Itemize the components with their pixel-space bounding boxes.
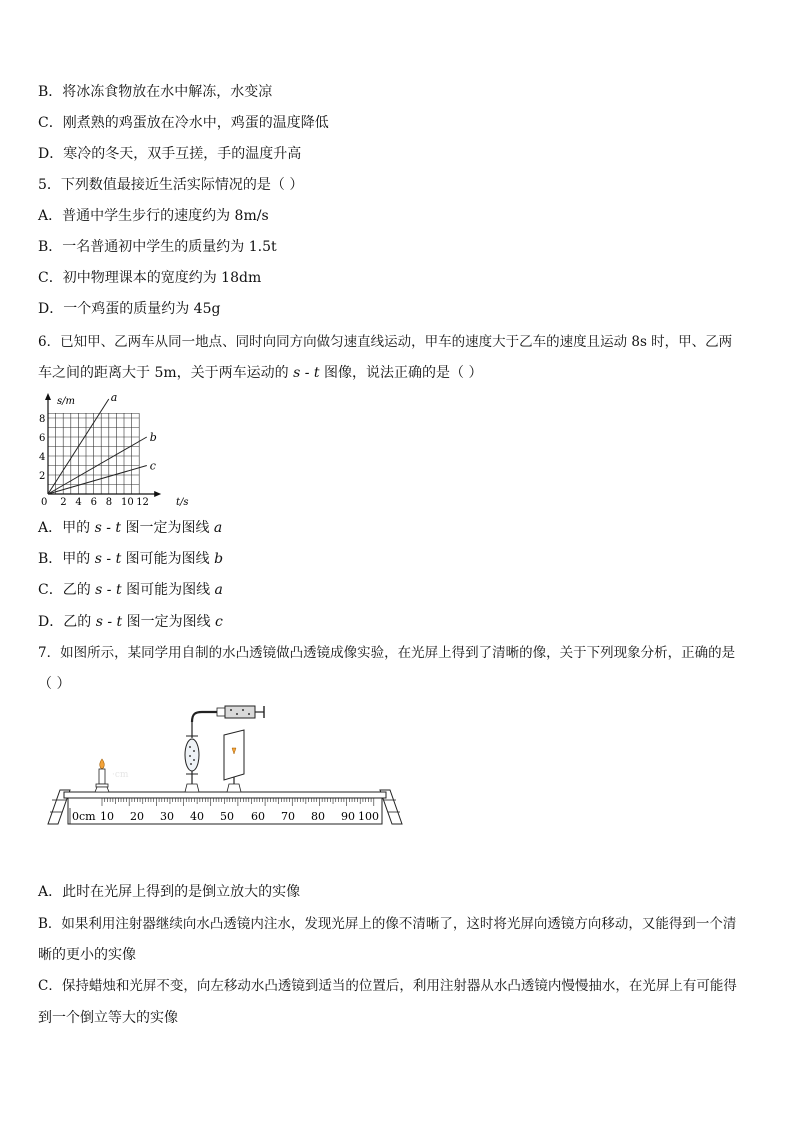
graph-y-label: s/m [57, 396, 75, 407]
graph-lines [48, 392, 157, 494]
ruler-label: 10 [100, 810, 114, 823]
y-tick-label: 4 [39, 452, 46, 463]
q5-option-b: B．一名普通初中学生的质量约为 1.5t [38, 239, 277, 255]
q6-option-a [38, 518, 758, 538]
q7-option-b-line1: B．如果利用注射器继续向水凸透镜内注水，发现光屏上的像不清晰了，这时将光屏向透镜方向移动，又能得到一个清 [38, 916, 737, 932]
q6-option-a-st: s - t [94, 520, 122, 536]
svg-text:·cm: ·cm [112, 770, 129, 780]
ruler-label: 90 [341, 810, 355, 823]
x-tick-label: 4 [75, 497, 82, 508]
q6-option-d-line: c [215, 614, 223, 630]
ruler-label: 80 [311, 810, 325, 823]
q6-option-a-post: 图一定为图线 [121, 520, 214, 536]
q6-stem-line2 [38, 363, 758, 383]
q5-stem: 5．下列数值最接近生活实际情况的是（ ） [38, 177, 304, 193]
ruler-label: 20 [130, 810, 144, 823]
y-tick-label: 2 [39, 471, 46, 482]
q6-option-d [38, 612, 758, 632]
q6-stem-line1: 6．已知甲、乙两车从同一地点、同时向同方向做匀速直线运动，甲车的速度大于乙车的速度且运动 8s 时，甲、乙两 [38, 334, 733, 350]
graph-x-label: t/s [176, 497, 189, 508]
water-lens [185, 722, 199, 792]
q7-stem-line1: 7．如图所示，某同学用自制的水凸透镜做凸透镜成像实验，在光屏上得到了清晰的像，关于下列现象分析，正确的是 [38, 645, 736, 661]
q5-option-d: D．一个鸡蛋的质量约为 45g [38, 301, 221, 317]
q6-option-d-st: s - t [95, 614, 123, 630]
x-tick-label: 6 [90, 497, 97, 508]
q7-option-a: A．此时在光屏上得到的是倒立放大的实像 [38, 884, 301, 900]
q6-stem-st: s - t [293, 365, 320, 381]
ruler-label: 50 [220, 810, 234, 823]
q6-option-c-line: a [214, 582, 223, 598]
x-tick-label: 12 [136, 497, 149, 508]
q6-option-b [38, 549, 758, 569]
q6-st-graph [30, 392, 195, 517]
y-axis-arrow [45, 393, 51, 400]
q5-option-a: A．普通中学生步行的速度约为 8m/s [38, 208, 269, 224]
q6-option-b-line: b [214, 551, 224, 567]
q7-option-b-line2: 晰的更小的实像 [38, 947, 136, 963]
q4-option-d: D．寒冷的冬天，双手互搓，手的温度升高 [38, 146, 302, 162]
q7-optical-bench-figure [42, 700, 407, 830]
series-label-b: b [149, 431, 157, 444]
q6-option-c-pre: C．乙的 [38, 582, 96, 598]
q4-option-c: C．刚煮熟的鸡蛋放在冷水中，鸡蛋的温度降低 [38, 115, 329, 131]
graph-grid [48, 413, 139, 494]
q6-option-c-st: s - t [95, 582, 122, 598]
q7-option-c-line2: 到一个倒立等大的实像 [38, 1010, 178, 1026]
q6-option-c-post: 图可能为图线 [121, 582, 215, 598]
y-tick-label: 6 [39, 433, 46, 444]
candle [95, 759, 109, 792]
ruler-label: 0cm [72, 810, 96, 823]
q6-option-b-st: s - t [94, 551, 122, 567]
q6-option-a-line: a [213, 520, 223, 536]
q6-option-b-pre: B．甲的 [38, 551, 95, 567]
ruler-label: 30 [160, 810, 174, 823]
ruler-label: 60 [251, 810, 265, 823]
q7-option-c-line1: C．保持蜡烛和光屏不变，向左移动水凸透镜到适当的位置后，利用注射器从水凸透镜内慢慢抽水，在光屏上有可能得 [38, 978, 737, 994]
x-tick-label: 10 [121, 497, 134, 508]
y-tick-label: 8 [39, 414, 46, 425]
ruler-label: 70 [281, 810, 295, 823]
series-label-c: c [149, 459, 156, 473]
q4-option-b: B．将冰冻食物放在水中解冻，水变凉 [38, 84, 273, 100]
bench-rail-top [64, 792, 386, 798]
q6-option-d-pre: D．乙的 [38, 614, 96, 630]
q6-stem-part2: 图像，说法正确的是（ ） [319, 365, 483, 381]
x-axis-arrow [154, 491, 161, 497]
graph-origin-label: 0 [41, 497, 48, 508]
syringe [192, 706, 264, 722]
ruler-label: 40 [190, 810, 204, 823]
q6-option-b-post: 图可能为图线 [121, 551, 215, 567]
series-label-a: a [110, 392, 118, 404]
q6-option-d-post: 图一定为图线 [122, 614, 216, 630]
x-tick-label: 2 [60, 497, 67, 508]
ruler-label: 100 [358, 810, 379, 823]
series-line-c [48, 466, 147, 495]
q6-stem-part1: 车之间的距离大于 5m，关于两车运动的 [38, 365, 294, 381]
q7-stem-line2: （ ） [38, 676, 71, 692]
q5-option-c: C．初中物理课本的宽度约为 18dm [38, 270, 262, 286]
light-screen [224, 730, 244, 792]
q6-option-c [38, 580, 758, 600]
x-tick-label: 8 [105, 497, 113, 508]
q6-option-a-pre: A．甲的 [38, 520, 95, 536]
